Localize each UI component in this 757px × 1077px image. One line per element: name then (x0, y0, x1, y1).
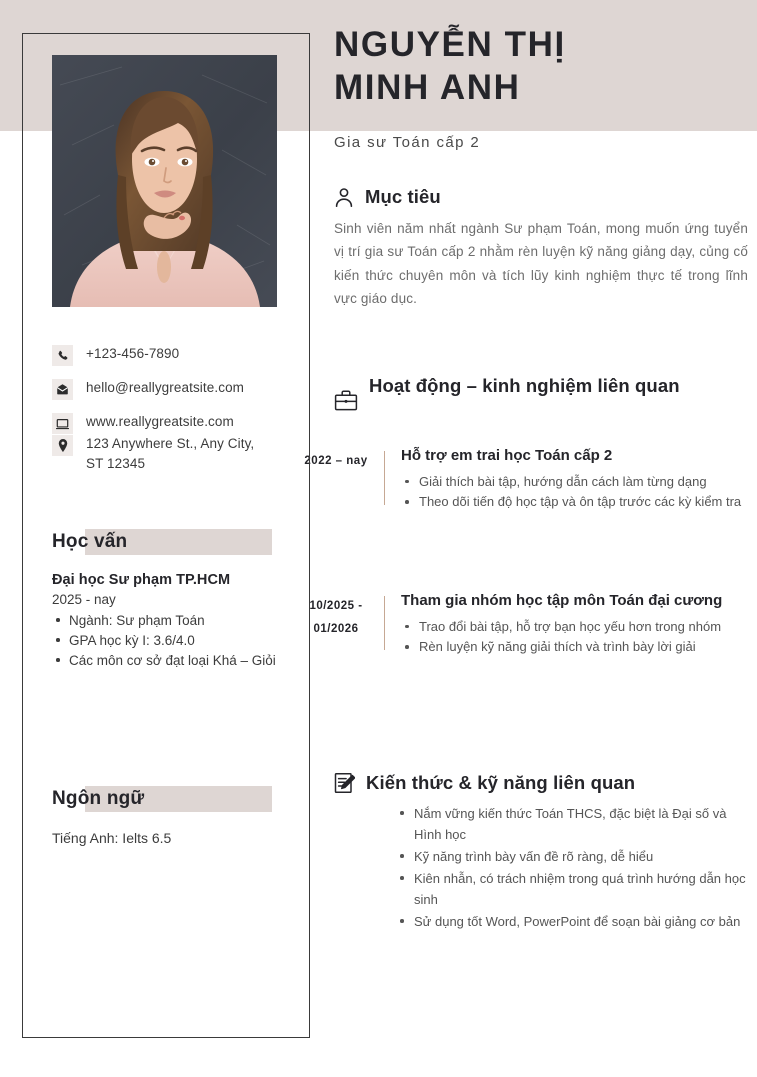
list-item: Theo dõi tiến độ học tập và ôn tập trước các kỳ kiểm tra (401, 492, 748, 513)
list-item: Giải thích bài tập, hướng dẫn cách làm từng dạng (401, 472, 748, 493)
list-item: Các môn cơ sở đạt loại Khá – Giỏi (52, 651, 287, 670)
education-bullet-list (52, 611, 287, 670)
section-skills (334, 772, 748, 933)
contact-phone-text: +123-456-7890 (86, 346, 180, 361)
monitor-icon (52, 413, 73, 434)
contact-email-text: hello@reallygreatsite.com (86, 380, 245, 395)
location-pin-icon (52, 435, 73, 456)
experience-title: Hoạt động – kinh nghiệm liên quan (369, 375, 680, 396)
experience-entry-2-bullets (401, 617, 748, 658)
skills-title: Kiến thức & kỹ năng liên quan (366, 772, 636, 793)
list-item: Nắm vững kiến thức Toán THCS, đặc biệt là Đại số và Hình học (396, 803, 748, 845)
language-heading-text: Ngôn ngữ (52, 788, 145, 809)
phone-icon (52, 345, 73, 366)
contact-address-text: 123 Anywhere St., Any City, ST 12345 (86, 436, 255, 471)
person-icon (334, 187, 354, 208)
list-item: Kỹ năng trình bày vấn đề rõ ràng, dễ hiểu (396, 846, 748, 867)
contact-list (52, 344, 302, 485)
language-body (52, 830, 287, 846)
language-heading (52, 786, 272, 812)
role-subtitle: Gia sư Toán cấp 2 (334, 134, 481, 151)
experience-entry-1-date: 2022 – nay (304, 455, 368, 467)
experience-entry-2-body (385, 592, 748, 658)
list-item: Rèn luyện kỹ năng giải thích và trình bày lời giải (401, 637, 748, 658)
name-line-1: NGUYỄN THỊ (334, 25, 566, 64)
section-experience (334, 375, 748, 421)
name-line-2: MINH ANH (334, 67, 521, 107)
briefcase-icon (334, 389, 358, 412)
experience-entry-2-date: 10/2025 - 01/2026 (309, 600, 363, 635)
list-item: GPA học kỳ I: 3.6/4.0 (52, 631, 287, 650)
skills-bullet-list (396, 803, 748, 932)
contact-row-phone[interactable] (52, 344, 302, 366)
envelope-icon (52, 379, 73, 400)
education-heading-text: Học vấn (52, 531, 128, 552)
objective-title: Mục tiêu (365, 186, 441, 207)
avatar (52, 55, 277, 307)
experience-entry-1-title: Hỗ trợ em trai học Toán cấp 2 (401, 447, 613, 464)
page-title (334, 24, 754, 109)
objective-heading (334, 186, 748, 208)
experience-entry-2 (300, 592, 748, 658)
contact-row-email[interactable] (52, 378, 302, 400)
objective-paragraph: Sinh viên năm nhất ngành Sư phạm Toán, mong muốn ứng tuyển vị trí gia sư Toán cấp 2 nhằm rèn luyện kỹ năng giảng dạy, củng cố kiến thức chuyên môn và tích lũy kinh nghiệm thực tế trong lĩnh vực giáo dục. (334, 221, 748, 306)
contact-row-address[interactable] (52, 434, 302, 473)
education-dates: 2025 - nay (52, 592, 116, 607)
section-objective (334, 186, 748, 310)
language-line: Tiếng Anh: Ielts 6.5 (52, 830, 172, 846)
list-item: Ngành: Sư phạm Toán (52, 611, 287, 630)
contact-website-text: www.reallygreatsite.com (86, 414, 234, 429)
list-item: Sử dụng tốt Word, PowerPoint để soạn bài giảng cơ bản (396, 911, 748, 932)
note-pencil-icon (334, 772, 355, 794)
experience-entry-1-body (385, 447, 748, 513)
experience-entry-1-bullets (401, 472, 748, 513)
experience-entry-2-title: Tham gia nhóm học tập môn Toán đại cương (401, 592, 723, 609)
education-heading (52, 529, 272, 555)
education-body (52, 572, 287, 671)
experience-entry-1 (300, 447, 748, 513)
contact-row-website[interactable] (52, 412, 302, 434)
experience-heading (334, 375, 748, 412)
list-item: Trao đổi bài tập, hỗ trợ bạn học yếu hơn trong nhóm (401, 617, 748, 638)
list-item: Kiên nhẫn, có trách nhiệm trong quá trình hướng dẫn học sinh (396, 868, 748, 910)
skills-heading (334, 772, 748, 794)
education-school: Đại học Sư phạm TP.HCM (52, 572, 231, 588)
